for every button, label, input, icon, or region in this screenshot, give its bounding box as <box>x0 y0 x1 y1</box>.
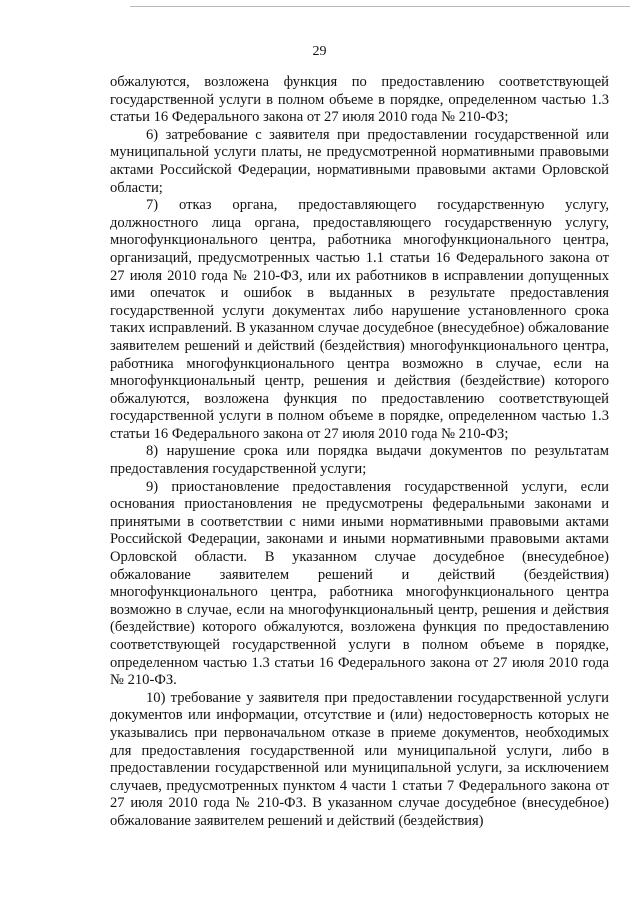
top-rule <box>130 6 630 7</box>
paragraph-item-10: 10) требование у заявителя при предоставлении государственной услуги документов или информации, отсутствие и (или) недостоверность которых не указывались при первоначальном отказе в приеме документов, необходимых для предоставления государственной или муниципальной услуги, либо в предоставлении государственной или муниципальной услуги, за исключением случаев, предусмотренных пунктом 4 части 1 статьи 7 Федерального закона от 27 июля 2010 года № 210-ФЗ. В указанном случае досудебное (внесудебное) обжалование заявителем решений и действий (бездействия) <box>110 689 609 829</box>
paragraph-item-7: 7) отказ органа, предоставляющего государственную услугу, должностного лица органа, предоставляющего государственную услугу, многофункционального центра, работника многофункционального центра, организаций, предусмотренных частью 1.1 статьи 16 Федерального закона от 27 июля 2010 года № 210-ФЗ, или их работников в исправлении допущенных ими опечаток и ошибок в выданных в результате предоставления государственной услуги документах либо нарушение установленного срока таких исправлений. В указанном случае досудебное (внесудебное) обжалование заявителем решений и действий (бездействия) многофункционального центра, работника многофункционального центра возможно в случае, если на многофункциональный центр, решения и действия (бездействие) которого обжалуются, возложена функция по предоставлению соответствующей государственной услуги в полном объеме в порядке, определенном частью 1.3 статьи 16 Федерального закона от 27 июля 2010 года № 210-ФЗ; <box>110 197 609 442</box>
paragraph-item-8: 8) нарушение срока или порядка выдачи документов по результатам предоставления государственной услуги; <box>110 443 609 478</box>
page-number: 29 <box>312 44 327 59</box>
paragraph-item-9: 9) приостановление предоставления государственной услуги, если основания приостановления не предусмотрены федеральными законами и принятыми в соответствии с ними иными нормативными правовыми актами Российской Федерации, законами и иными нормативными правовыми актами Орловской области. В указанном случае досудебное (внесудебное) обжалование заявителем решений и действий (бездействия) многофункционального центра, работника многофункционального центра возможно в случае, если на многофункциональный центр, решения и действия (бездействие) которого обжалуются, возложена функция по предоставлению соответствующей государственной услуги в полном объеме в порядке, определенном частью 1.3 статьи 16 Федерального закона от 27 июля 2010 года № 210-ФЗ. <box>110 478 609 689</box>
document-body <box>110 74 609 831</box>
paragraph-item-6: 6) затребование с заявителя при предоставлении государственной или муниципальной услуги платы, не предусмотренной нормативными правовыми актами Российской Федерации, нормативными правовыми актами Орловской области; <box>110 126 609 196</box>
paragraph-continuation: обжалуются, возложена функция по предоставлению соответствующей государственной услуги в полном объеме в порядке, определенном частью 1.3 статьи 16 Федерального закона от 27 июля 2010 года № 210-ФЗ; <box>110 74 609 126</box>
